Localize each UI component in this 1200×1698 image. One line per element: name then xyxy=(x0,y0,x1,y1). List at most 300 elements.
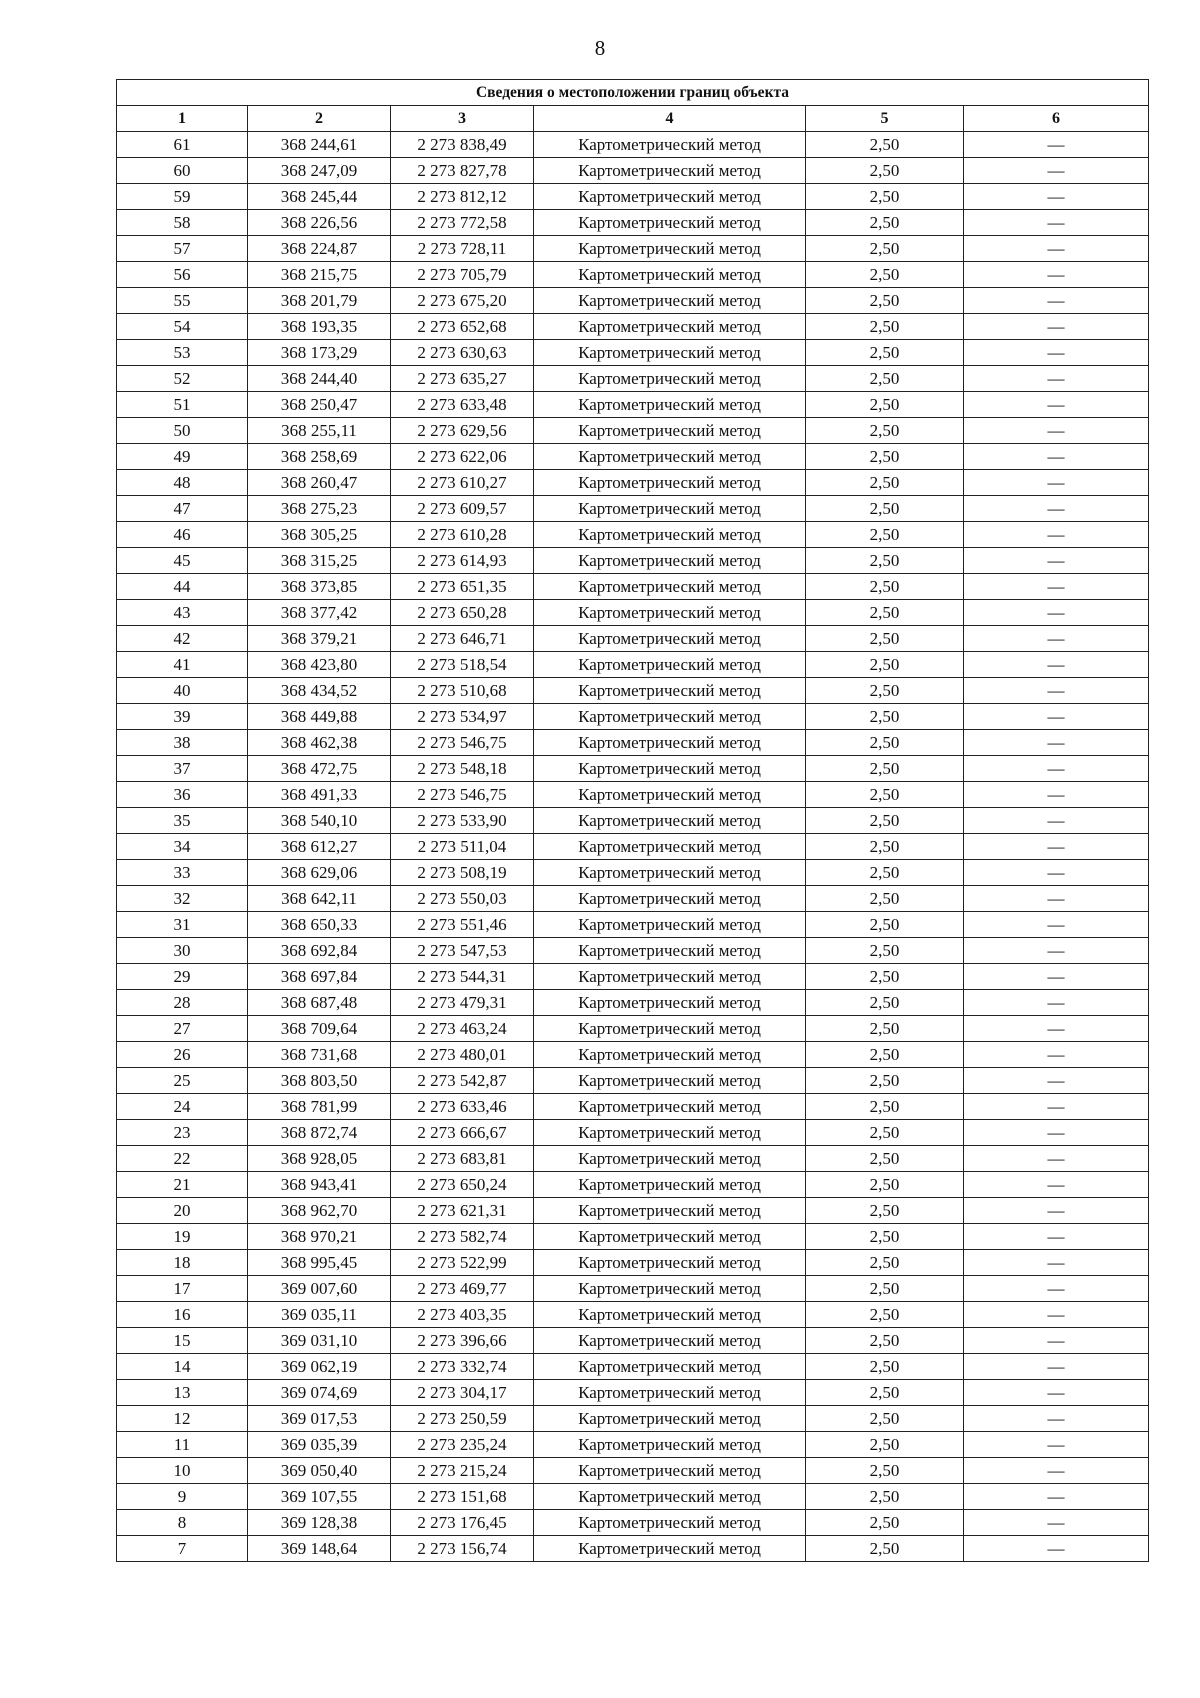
table-row xyxy=(117,886,1149,912)
table-row xyxy=(117,964,1149,990)
x-coordinate-cell: 368 226,56 xyxy=(248,210,391,236)
accuracy-cell: 2,50 xyxy=(806,340,964,366)
y-coordinate-cell: 2 273 622,06 xyxy=(391,444,534,470)
y-coordinate-cell: 2 273 518,54 xyxy=(391,652,534,678)
x-coordinate-cell: 368 462,38 xyxy=(248,730,391,756)
table-row xyxy=(117,834,1149,860)
accuracy-cell: 2,50 xyxy=(806,1276,964,1302)
y-coordinate-cell: 2 273 827,78 xyxy=(391,158,534,184)
x-coordinate-cell: 368 995,45 xyxy=(248,1250,391,1276)
description-cell: — xyxy=(964,1536,1149,1562)
accuracy-cell: 2,50 xyxy=(806,1172,964,1198)
point-number-cell: 9 xyxy=(117,1484,248,1510)
x-coordinate-cell: 368 872,74 xyxy=(248,1120,391,1146)
y-coordinate-cell: 2 273 480,01 xyxy=(391,1042,534,1068)
table-row xyxy=(117,210,1149,236)
table-row xyxy=(117,1224,1149,1250)
point-number-cell: 19 xyxy=(117,1224,248,1250)
x-coordinate-cell: 368 781,99 xyxy=(248,1094,391,1120)
method-cell: Картометрический метод xyxy=(534,1146,806,1172)
method-cell: Картометрический метод xyxy=(534,210,806,236)
y-coordinate-cell: 2 273 550,03 xyxy=(391,886,534,912)
table-row xyxy=(117,1458,1149,1484)
method-cell: Картометрический метод xyxy=(534,938,806,964)
point-number-cell: 27 xyxy=(117,1016,248,1042)
description-cell: — xyxy=(964,392,1149,418)
point-number-cell: 38 xyxy=(117,730,248,756)
table-row xyxy=(117,990,1149,1016)
point-number-cell: 17 xyxy=(117,1276,248,1302)
description-cell: — xyxy=(964,1224,1149,1250)
x-coordinate-cell: 368 373,85 xyxy=(248,574,391,600)
x-coordinate-cell: 368 173,29 xyxy=(248,340,391,366)
method-cell: Картометрический метод xyxy=(534,912,806,938)
x-coordinate-cell: 368 423,80 xyxy=(248,652,391,678)
y-coordinate-cell: 2 273 522,99 xyxy=(391,1250,534,1276)
table-row xyxy=(117,392,1149,418)
y-coordinate-cell: 2 273 666,67 xyxy=(391,1120,534,1146)
table-row xyxy=(117,1484,1149,1510)
description-cell: — xyxy=(964,1510,1149,1536)
point-number-cell: 14 xyxy=(117,1354,248,1380)
page-number: 8 xyxy=(594,36,606,60)
y-coordinate-cell: 2 273 582,74 xyxy=(391,1224,534,1250)
point-number-cell: 33 xyxy=(117,860,248,886)
table-row xyxy=(117,1276,1149,1302)
y-coordinate-cell: 2 273 235,24 xyxy=(391,1432,534,1458)
x-coordinate-cell: 369 007,60 xyxy=(248,1276,391,1302)
point-number-cell: 36 xyxy=(117,782,248,808)
x-coordinate-cell: 369 062,19 xyxy=(248,1354,391,1380)
x-coordinate-cell: 368 305,25 xyxy=(248,522,391,548)
point-number-cell: 39 xyxy=(117,704,248,730)
point-number-cell: 37 xyxy=(117,756,248,782)
y-coordinate-cell: 2 273 546,75 xyxy=(391,782,534,808)
accuracy-cell: 2,50 xyxy=(806,1094,964,1120)
y-coordinate-cell: 2 273 650,24 xyxy=(391,1172,534,1198)
method-cell: Картометрический метод xyxy=(534,1406,806,1432)
description-cell: — xyxy=(964,964,1149,990)
point-number-cell: 29 xyxy=(117,964,248,990)
point-number-cell: 48 xyxy=(117,470,248,496)
x-coordinate-cell: 368 247,09 xyxy=(248,158,391,184)
y-coordinate-cell: 2 273 463,24 xyxy=(391,1016,534,1042)
accuracy-cell: 2,50 xyxy=(806,132,964,158)
accuracy-cell: 2,50 xyxy=(806,912,964,938)
method-cell: Картометрический метод xyxy=(534,1224,806,1250)
description-cell: — xyxy=(964,860,1149,886)
accuracy-cell: 2,50 xyxy=(806,808,964,834)
table-row xyxy=(117,132,1149,158)
description-cell: — xyxy=(964,1302,1149,1328)
x-coordinate-cell: 368 224,87 xyxy=(248,236,391,262)
point-number-cell: 20 xyxy=(117,1198,248,1224)
accuracy-cell: 2,50 xyxy=(806,834,964,860)
y-coordinate-cell: 2 273 510,68 xyxy=(391,678,534,704)
table-row xyxy=(117,340,1149,366)
point-number-cell: 61 xyxy=(117,132,248,158)
y-coordinate-cell: 2 273 403,35 xyxy=(391,1302,534,1328)
method-cell: Картометрический метод xyxy=(534,678,806,704)
x-coordinate-cell: 368 803,50 xyxy=(248,1068,391,1094)
x-coordinate-cell: 368 687,48 xyxy=(248,990,391,1016)
table-row xyxy=(117,912,1149,938)
table-row xyxy=(117,1510,1149,1536)
accuracy-cell: 2,50 xyxy=(806,1458,964,1484)
accuracy-cell: 2,50 xyxy=(806,1484,964,1510)
accuracy-cell: 2,50 xyxy=(806,652,964,678)
x-coordinate-cell: 368 970,21 xyxy=(248,1224,391,1250)
y-coordinate-cell: 2 273 705,79 xyxy=(391,262,534,288)
y-coordinate-cell: 2 273 551,46 xyxy=(391,912,534,938)
point-number-cell: 46 xyxy=(117,522,248,548)
table-body xyxy=(117,132,1149,1562)
accuracy-cell: 2,50 xyxy=(806,1328,964,1354)
method-cell: Картометрический метод xyxy=(534,1120,806,1146)
accuracy-cell: 2,50 xyxy=(806,236,964,262)
accuracy-cell: 2,50 xyxy=(806,1224,964,1250)
description-cell: — xyxy=(964,1328,1149,1354)
table-row xyxy=(117,1536,1149,1562)
accuracy-cell: 2,50 xyxy=(806,990,964,1016)
accuracy-cell: 2,50 xyxy=(806,964,964,990)
y-coordinate-cell: 2 273 772,58 xyxy=(391,210,534,236)
description-cell: — xyxy=(964,1198,1149,1224)
accuracy-cell: 2,50 xyxy=(806,262,964,288)
description-cell: — xyxy=(964,1406,1149,1432)
table-row xyxy=(117,782,1149,808)
y-coordinate-cell: 2 273 652,68 xyxy=(391,314,534,340)
accuracy-cell: 2,50 xyxy=(806,1016,964,1042)
accuracy-cell: 2,50 xyxy=(806,1432,964,1458)
description-cell: — xyxy=(964,548,1149,574)
table-row xyxy=(117,1120,1149,1146)
point-number-cell: 25 xyxy=(117,1068,248,1094)
accuracy-cell: 2,50 xyxy=(806,1406,964,1432)
accuracy-cell: 2,50 xyxy=(806,470,964,496)
method-cell: Картометрический метод xyxy=(534,1016,806,1042)
description-cell: — xyxy=(964,678,1149,704)
y-coordinate-cell: 2 273 635,27 xyxy=(391,366,534,392)
method-cell: Картометрический метод xyxy=(534,262,806,288)
x-coordinate-cell: 368 258,69 xyxy=(248,444,391,470)
y-coordinate-cell: 2 273 621,31 xyxy=(391,1198,534,1224)
x-coordinate-cell: 368 709,64 xyxy=(248,1016,391,1042)
x-coordinate-cell: 368 315,25 xyxy=(248,548,391,574)
method-cell: Картометрический метод xyxy=(534,1302,806,1328)
boundary-coordinates-table xyxy=(116,79,1149,1562)
x-coordinate-cell: 368 377,42 xyxy=(248,600,391,626)
table-row xyxy=(117,1068,1149,1094)
method-cell: Картометрический метод xyxy=(534,158,806,184)
method-cell: Картометрический метод xyxy=(534,574,806,600)
description-cell: — xyxy=(964,1484,1149,1510)
description-cell: — xyxy=(964,262,1149,288)
method-cell: Картометрический метод xyxy=(534,184,806,210)
x-coordinate-cell: 369 074,69 xyxy=(248,1380,391,1406)
description-cell: — xyxy=(964,210,1149,236)
table-row xyxy=(117,1042,1149,1068)
method-cell: Картометрический метод xyxy=(534,470,806,496)
method-cell: Картометрический метод xyxy=(534,1042,806,1068)
x-coordinate-cell: 368 201,79 xyxy=(248,288,391,314)
table-row xyxy=(117,938,1149,964)
method-cell: Картометрический метод xyxy=(534,964,806,990)
table-row xyxy=(117,522,1149,548)
accuracy-cell: 2,50 xyxy=(806,1068,964,1094)
y-coordinate-cell: 2 273 534,97 xyxy=(391,704,534,730)
accuracy-cell: 2,50 xyxy=(806,782,964,808)
method-cell: Картометрический метод xyxy=(534,444,806,470)
x-coordinate-cell: 368 612,27 xyxy=(248,834,391,860)
description-cell: — xyxy=(964,1042,1149,1068)
accuracy-cell: 2,50 xyxy=(806,548,964,574)
point-number-cell: 32 xyxy=(117,886,248,912)
x-coordinate-cell: 368 697,84 xyxy=(248,964,391,990)
point-number-cell: 42 xyxy=(117,626,248,652)
table-row xyxy=(117,678,1149,704)
y-coordinate-cell: 2 273 479,31 xyxy=(391,990,534,1016)
method-cell: Картометрический метод xyxy=(534,1068,806,1094)
x-coordinate-cell: 369 107,55 xyxy=(248,1484,391,1510)
x-coordinate-cell: 368 244,61 xyxy=(248,132,391,158)
y-coordinate-cell: 2 273 838,49 xyxy=(391,132,534,158)
y-coordinate-cell: 2 273 544,31 xyxy=(391,964,534,990)
y-coordinate-cell: 2 273 630,63 xyxy=(391,340,534,366)
accuracy-cell: 2,50 xyxy=(806,704,964,730)
point-number-cell: 41 xyxy=(117,652,248,678)
y-coordinate-cell: 2 273 812,12 xyxy=(391,184,534,210)
description-cell: — xyxy=(964,912,1149,938)
x-coordinate-cell: 368 472,75 xyxy=(248,756,391,782)
accuracy-cell: 2,50 xyxy=(806,1198,964,1224)
method-cell: Картометрический метод xyxy=(534,626,806,652)
point-number-cell: 24 xyxy=(117,1094,248,1120)
accuracy-cell: 2,50 xyxy=(806,210,964,236)
accuracy-cell: 2,50 xyxy=(806,1380,964,1406)
point-number-cell: 22 xyxy=(117,1146,248,1172)
method-cell: Картометрический метод xyxy=(534,834,806,860)
column-number: 5 xyxy=(806,106,964,132)
table-row xyxy=(117,1302,1149,1328)
accuracy-cell: 2,50 xyxy=(806,1146,964,1172)
y-coordinate-cell: 2 273 610,27 xyxy=(391,470,534,496)
table-row xyxy=(117,626,1149,652)
table-row xyxy=(117,600,1149,626)
table-row xyxy=(117,158,1149,184)
y-coordinate-cell: 2 273 633,48 xyxy=(391,392,534,418)
table-row xyxy=(117,262,1149,288)
y-coordinate-cell: 2 273 650,28 xyxy=(391,600,534,626)
y-coordinate-cell: 2 273 546,75 xyxy=(391,730,534,756)
description-cell: — xyxy=(964,470,1149,496)
method-cell: Картометрический метод xyxy=(534,808,806,834)
table-row xyxy=(117,1328,1149,1354)
description-cell: — xyxy=(964,1120,1149,1146)
accuracy-cell: 2,50 xyxy=(806,938,964,964)
accuracy-cell: 2,50 xyxy=(806,860,964,886)
point-number-cell: 10 xyxy=(117,1458,248,1484)
table-caption-row xyxy=(117,80,1149,106)
table-row xyxy=(117,496,1149,522)
accuracy-cell: 2,50 xyxy=(806,1354,964,1380)
description-cell: — xyxy=(964,236,1149,262)
method-cell: Картометрический метод xyxy=(534,652,806,678)
table-row xyxy=(117,756,1149,782)
table-row xyxy=(117,1016,1149,1042)
table-row xyxy=(117,1354,1149,1380)
y-coordinate-cell: 2 273 651,35 xyxy=(391,574,534,600)
table-row xyxy=(117,418,1149,444)
point-number-cell: 21 xyxy=(117,1172,248,1198)
y-coordinate-cell: 2 273 614,93 xyxy=(391,548,534,574)
method-cell: Картометрический метод xyxy=(534,782,806,808)
x-coordinate-cell: 368 244,40 xyxy=(248,366,391,392)
y-coordinate-cell: 2 273 548,18 xyxy=(391,756,534,782)
table-row xyxy=(117,730,1149,756)
x-coordinate-cell: 369 148,64 xyxy=(248,1536,391,1562)
description-cell: — xyxy=(964,1146,1149,1172)
description-cell: — xyxy=(964,1094,1149,1120)
y-coordinate-cell: 2 273 508,19 xyxy=(391,860,534,886)
description-cell: — xyxy=(964,1380,1149,1406)
point-number-cell: 15 xyxy=(117,1328,248,1354)
accuracy-cell: 2,50 xyxy=(806,600,964,626)
accuracy-cell: 2,50 xyxy=(806,314,964,340)
accuracy-cell: 2,50 xyxy=(806,392,964,418)
description-cell: — xyxy=(964,132,1149,158)
description-cell: — xyxy=(964,158,1149,184)
method-cell: Картометрический метод xyxy=(534,756,806,782)
method-cell: Картометрический метод xyxy=(534,1536,806,1562)
table-caption: Сведения о местоположении границ объекта xyxy=(117,80,1149,106)
y-coordinate-cell: 2 273 396,66 xyxy=(391,1328,534,1354)
y-coordinate-cell: 2 273 728,11 xyxy=(391,236,534,262)
method-cell: Картометрический метод xyxy=(534,548,806,574)
x-coordinate-cell: 368 642,11 xyxy=(248,886,391,912)
y-coordinate-cell: 2 273 610,28 xyxy=(391,522,534,548)
point-number-cell: 16 xyxy=(117,1302,248,1328)
x-coordinate-cell: 368 449,88 xyxy=(248,704,391,730)
description-cell: — xyxy=(964,288,1149,314)
description-cell: — xyxy=(964,652,1149,678)
column-number: 2 xyxy=(248,106,391,132)
description-cell: — xyxy=(964,834,1149,860)
method-cell: Картометрический метод xyxy=(534,522,806,548)
accuracy-cell: 2,50 xyxy=(806,756,964,782)
x-coordinate-cell: 368 731,68 xyxy=(248,1042,391,1068)
x-coordinate-cell: 369 017,53 xyxy=(248,1406,391,1432)
method-cell: Картометрический метод xyxy=(534,1484,806,1510)
table-row xyxy=(117,808,1149,834)
method-cell: Картометрический метод xyxy=(534,1250,806,1276)
table-row xyxy=(117,470,1149,496)
accuracy-cell: 2,50 xyxy=(806,288,964,314)
method-cell: Картометрический метод xyxy=(534,1276,806,1302)
point-number-cell: 31 xyxy=(117,912,248,938)
x-coordinate-cell: 369 050,40 xyxy=(248,1458,391,1484)
table-row xyxy=(117,1172,1149,1198)
y-coordinate-cell: 2 273 156,74 xyxy=(391,1536,534,1562)
point-number-cell: 40 xyxy=(117,678,248,704)
description-cell: — xyxy=(964,1016,1149,1042)
point-number-cell: 56 xyxy=(117,262,248,288)
table-row xyxy=(117,366,1149,392)
x-coordinate-cell: 368 928,05 xyxy=(248,1146,391,1172)
x-coordinate-cell: 369 031,10 xyxy=(248,1328,391,1354)
accuracy-cell: 2,50 xyxy=(806,886,964,912)
table-row xyxy=(117,1380,1149,1406)
accuracy-cell: 2,50 xyxy=(806,1510,964,1536)
accuracy-cell: 2,50 xyxy=(806,1120,964,1146)
accuracy-cell: 2,50 xyxy=(806,1536,964,1562)
y-coordinate-cell: 2 273 542,87 xyxy=(391,1068,534,1094)
table-row xyxy=(117,574,1149,600)
description-cell: — xyxy=(964,184,1149,210)
point-number-cell: 50 xyxy=(117,418,248,444)
table-row xyxy=(117,652,1149,678)
point-number-cell: 11 xyxy=(117,1432,248,1458)
point-number-cell: 28 xyxy=(117,990,248,1016)
accuracy-cell: 2,50 xyxy=(806,678,964,704)
method-cell: Картометрический метод xyxy=(534,288,806,314)
description-cell: — xyxy=(964,522,1149,548)
y-coordinate-cell: 2 273 215,24 xyxy=(391,1458,534,1484)
point-number-cell: 53 xyxy=(117,340,248,366)
x-coordinate-cell: 368 255,11 xyxy=(248,418,391,444)
x-coordinate-cell: 368 379,21 xyxy=(248,626,391,652)
y-coordinate-cell: 2 273 629,56 xyxy=(391,418,534,444)
accuracy-cell: 2,50 xyxy=(806,184,964,210)
point-number-cell: 18 xyxy=(117,1250,248,1276)
x-coordinate-cell: 368 629,06 xyxy=(248,860,391,886)
x-coordinate-cell: 368 250,47 xyxy=(248,392,391,418)
y-coordinate-cell: 2 273 547,53 xyxy=(391,938,534,964)
column-number: 3 xyxy=(391,106,534,132)
x-coordinate-cell: 369 035,11 xyxy=(248,1302,391,1328)
y-coordinate-cell: 2 273 633,46 xyxy=(391,1094,534,1120)
description-cell: — xyxy=(964,418,1149,444)
point-number-cell: 35 xyxy=(117,808,248,834)
point-number-cell: 8 xyxy=(117,1510,248,1536)
point-number-cell: 55 xyxy=(117,288,248,314)
point-number-cell: 59 xyxy=(117,184,248,210)
y-coordinate-cell: 2 273 511,04 xyxy=(391,834,534,860)
accuracy-cell: 2,50 xyxy=(806,366,964,392)
point-number-cell: 45 xyxy=(117,548,248,574)
y-coordinate-cell: 2 273 151,68 xyxy=(391,1484,534,1510)
description-cell: — xyxy=(964,756,1149,782)
description-cell: — xyxy=(964,626,1149,652)
description-cell: — xyxy=(964,1250,1149,1276)
description-cell: — xyxy=(964,314,1149,340)
point-number-cell: 12 xyxy=(117,1406,248,1432)
method-cell: Картометрический метод xyxy=(534,496,806,522)
method-cell: Картометрический метод xyxy=(534,1510,806,1536)
description-cell: — xyxy=(964,1276,1149,1302)
table-row xyxy=(117,1198,1149,1224)
x-coordinate-cell: 368 193,35 xyxy=(248,314,391,340)
x-coordinate-cell: 368 650,33 xyxy=(248,912,391,938)
x-coordinate-cell: 368 434,52 xyxy=(248,678,391,704)
method-cell: Картометрический метод xyxy=(534,1432,806,1458)
method-cell: Картометрический метод xyxy=(534,1458,806,1484)
x-coordinate-cell: 368 692,84 xyxy=(248,938,391,964)
x-coordinate-cell: 368 260,47 xyxy=(248,470,391,496)
description-cell: — xyxy=(964,886,1149,912)
column-number: 4 xyxy=(534,106,806,132)
accuracy-cell: 2,50 xyxy=(806,1042,964,1068)
